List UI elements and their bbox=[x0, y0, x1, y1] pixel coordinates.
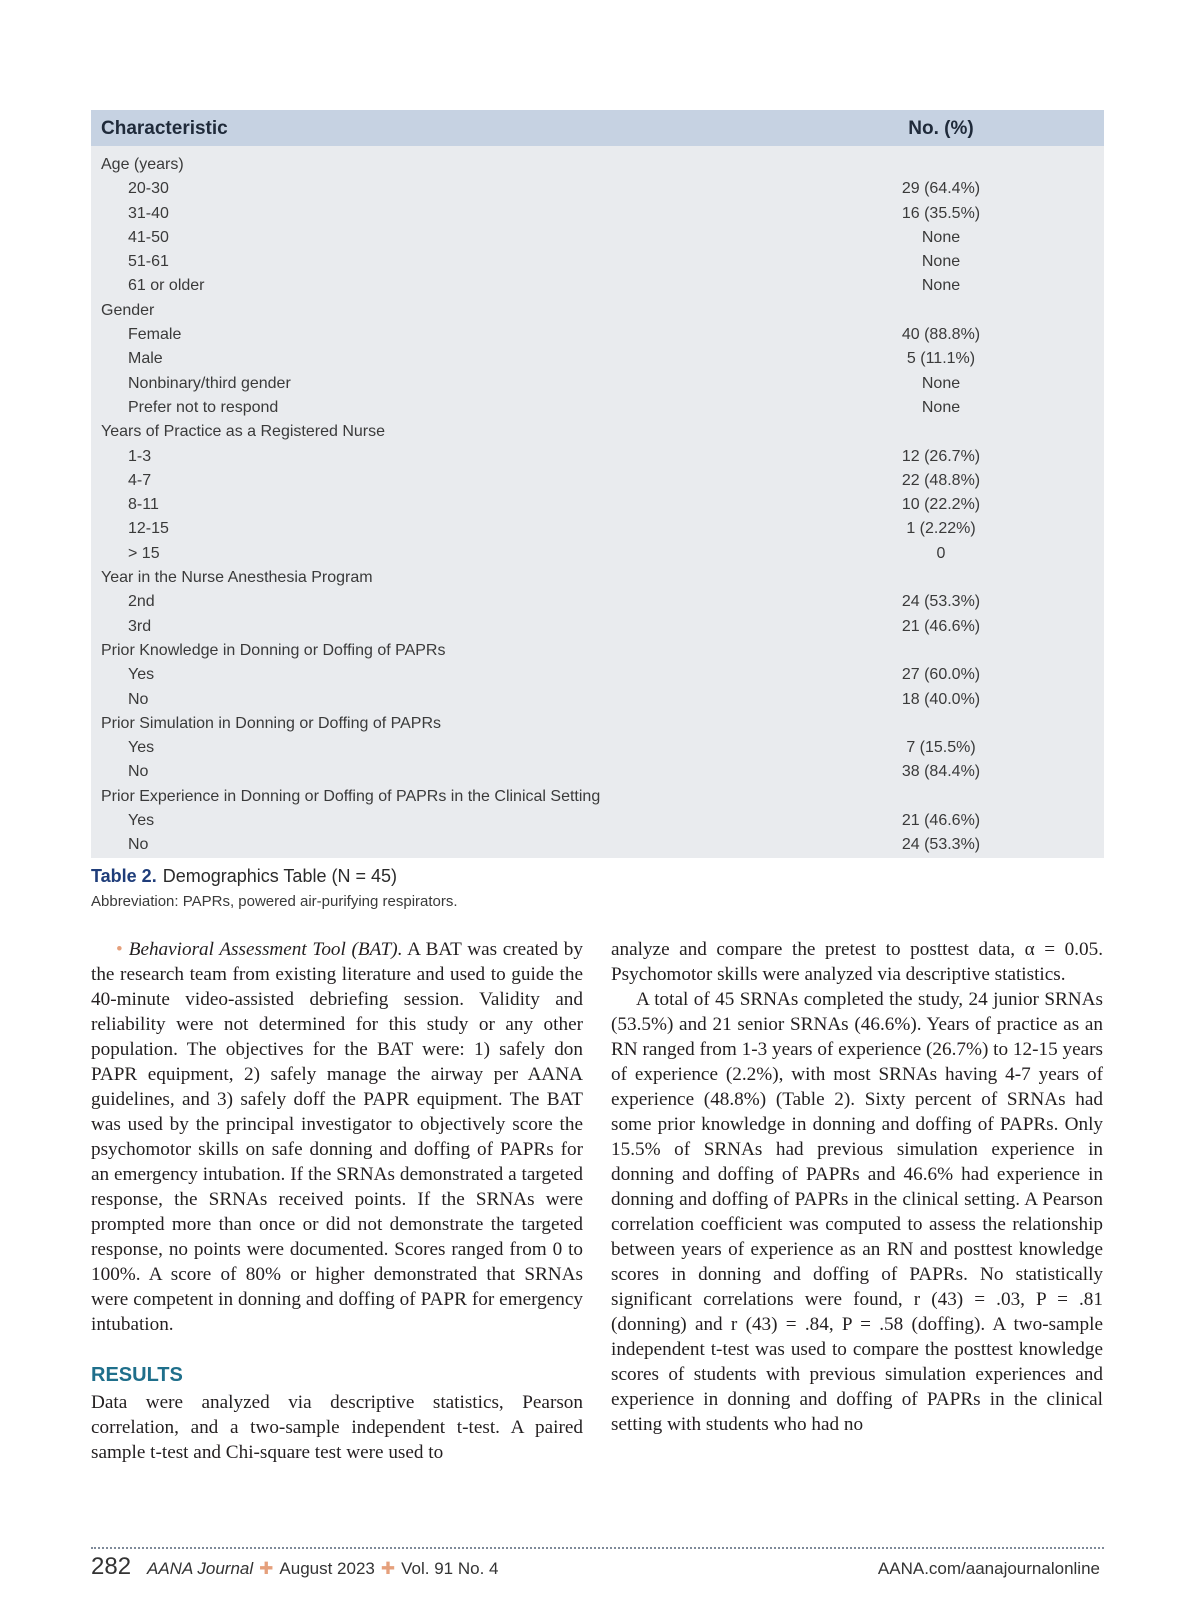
table-row bbox=[91, 250, 1104, 274]
row-label: Prefer not to respond bbox=[128, 398, 279, 416]
table-group-row bbox=[91, 420, 1104, 444]
table-row bbox=[91, 833, 1104, 857]
volume: Vol. 91 bbox=[401, 1559, 454, 1578]
table-group-row bbox=[91, 712, 1104, 736]
table-row bbox=[91, 615, 1104, 639]
row-value: 7 (15.5%) bbox=[906, 739, 976, 757]
row-value: None bbox=[921, 253, 961, 271]
table-group-row bbox=[91, 639, 1104, 663]
row-value: 5 (11.1%) bbox=[906, 350, 976, 368]
row-label: Yes bbox=[128, 666, 155, 684]
row-label: 1-3 bbox=[128, 447, 152, 465]
table-abbreviation: Abbreviation: PAPRs, powered air-purifying respirators. bbox=[91, 893, 458, 910]
table-row bbox=[91, 736, 1104, 760]
table-caption bbox=[91, 866, 397, 887]
table-group-row bbox=[91, 299, 1104, 323]
row-label: Age (years) bbox=[101, 156, 184, 173]
row-label: Female bbox=[128, 326, 182, 344]
table-row bbox=[91, 809, 1104, 833]
website-link[interactable]: AANA.com/aanajournalonline bbox=[877, 1559, 1100, 1578]
table-body bbox=[91, 146, 1104, 858]
row-value: 21 (46.6%) bbox=[901, 617, 981, 635]
row-value: 24 (53.3%) bbox=[901, 593, 981, 611]
row-value: 27 (60.0%) bbox=[901, 666, 981, 684]
row-value: 10 (22.2%) bbox=[901, 496, 981, 514]
table-row bbox=[91, 372, 1104, 396]
table-row bbox=[91, 323, 1104, 347]
row-value: 18 (40.0%) bbox=[901, 690, 981, 708]
row-value: 22 (48.8%) bbox=[901, 471, 981, 489]
row-label: Yes bbox=[128, 739, 155, 757]
row-label: > 15 bbox=[128, 544, 160, 562]
caption-label: Table 2. bbox=[91, 866, 157, 886]
caption-text: Demographics Table (N = 45) bbox=[162, 866, 397, 886]
table-row bbox=[91, 445, 1104, 469]
table-row bbox=[91, 517, 1104, 541]
separator-icon: ✚ bbox=[380, 1559, 396, 1578]
row-value: 38 (84.4%) bbox=[901, 763, 981, 781]
table-row bbox=[91, 688, 1104, 712]
table-row bbox=[91, 274, 1104, 298]
journal-name: AANA Journal bbox=[147, 1559, 254, 1578]
table-group-row bbox=[91, 566, 1104, 590]
table-row bbox=[91, 177, 1104, 201]
table-group-row bbox=[91, 153, 1104, 177]
row-label: 31-40 bbox=[128, 204, 169, 222]
row-label: 41-50 bbox=[128, 228, 169, 246]
row-label: 8-11 bbox=[128, 496, 159, 514]
page-number: 282 bbox=[91, 1553, 132, 1580]
header-characteristic: Characteristic bbox=[101, 118, 228, 139]
row-label: Yes bbox=[128, 812, 155, 830]
left-column bbox=[91, 937, 583, 1465]
row-value: None bbox=[921, 228, 961, 246]
row-label: No bbox=[128, 763, 149, 781]
row-value: 24 (53.3%) bbox=[901, 836, 981, 854]
row-value: None bbox=[921, 398, 961, 416]
bat-title: Behavioral Assessment Tool (BAT). bbox=[128, 939, 403, 960]
table-row bbox=[91, 202, 1104, 226]
row-label: Year in the Nurse Anesthesia Program bbox=[101, 569, 373, 587]
table-row bbox=[91, 590, 1104, 614]
table-row bbox=[91, 663, 1104, 687]
row-label: Prior Simulation in Donning or Doffing of PAPRs bbox=[101, 714, 442, 732]
row-label: Nonbinary/third gender bbox=[128, 374, 291, 392]
table-row bbox=[91, 760, 1104, 784]
row-label: Prior Knowledge in Donning or Doffing of PAPRs bbox=[101, 641, 446, 659]
bullet-icon: • bbox=[116, 939, 123, 960]
row-value: 40 (88.8%) bbox=[901, 326, 981, 344]
row-label: Prior Experience in Donning or Doffing of PAPRs in the Clinical Setting bbox=[101, 787, 601, 805]
row-value: 16 (35.5%) bbox=[901, 204, 981, 222]
issue-date: August 2023 bbox=[279, 1559, 375, 1578]
row-value: 12 (26.7%) bbox=[901, 447, 981, 465]
demographics-table bbox=[91, 110, 1104, 858]
issue-number: No. 4 bbox=[457, 1559, 499, 1578]
header-count: No. (%) bbox=[908, 118, 974, 139]
row-label: 20-30 bbox=[128, 180, 169, 198]
bat-paragraph bbox=[91, 937, 583, 1337]
row-value: 0 bbox=[936, 544, 946, 562]
table-row bbox=[91, 542, 1104, 566]
row-label: Gender bbox=[101, 301, 155, 319]
table-group-row bbox=[91, 785, 1104, 809]
row-label: 12-15 bbox=[128, 520, 169, 538]
bat-text: A BAT was created by the research team from existing literature and used to guide the 40-minute video-assisted debriefing session. Validity and reliability were not determined for this study or any other population. The objectives for the BAT were: 1) safely don PAPR equipment, 2) safely manage the airway per AANA guidelines, and 3) safely doff the PAPR equipment. The BAT was used by the principal investigator to objectively score the psychomotor skills on safe donning and doffing of PAPRs for an emergency intubation. If the SRNAs demonstrated a targeted response, the SRNAs received points. If the SRNAs were prompted more than once or did not demonstrate the targeted response, no points were documented. Scores ranged from 0 to 100%. A score of 80% or higher demonstrated that SRNAs were competent in donning and doffing of PAPR for emergency intubation. bbox=[91, 939, 583, 1335]
row-value: None bbox=[921, 277, 961, 295]
row-label: No bbox=[128, 690, 149, 708]
results-paragraph: Data were analyzed via descriptive statistics, Pearson correlation, and a two-sample independent t-test. A paired sample t-test and Chi-square test were used to bbox=[91, 1392, 583, 1463]
right-paragraph-2: A total of 45 SRNAs completed the study, 24 junior SRNAs (53.5%) and 21 senior SRNAs (46.6%). Years of practice as an RN ranged from 1-3 years of experience (26.7%) to 12-15 years of experience (2.2%), with most SRNAs having 4-7 years of experience (48.8%) (Table 2). Sixty percent of SRNAs had some prior knowledge in donning and doffing of PAPRs. Only 15.5% of SRNAs had previous simulation experience in donning and doffing of PAPRs and 46.6% had experience in donning and doffing of PAPRs in the clinical setting. A Pearson correlation coefficient was computed to assess the relationship between years of experience as an RN and posttest knowledge scores in donning and doffing of PAPRs. No statistically significant correlations were found, r (43) = .03, P = .81 (donning) and r (43) = .84, P = .58 (doffing). A two-sample independent t-test was used to compare the posttest knowledge scores of students with previous simulation experiences and experience in donning and doffing of PAPRs in the clinical setting with students who had no bbox=[611, 989, 1103, 1435]
table-row bbox=[91, 493, 1104, 517]
row-label: 61 or older bbox=[128, 277, 205, 295]
row-label: 3rd bbox=[128, 617, 152, 635]
row-label: No bbox=[128, 836, 149, 854]
row-value: None bbox=[921, 374, 961, 392]
row-label: Years of Practice as a Registered Nurse bbox=[101, 423, 385, 441]
table-row bbox=[91, 347, 1104, 371]
table-row bbox=[91, 469, 1104, 493]
right-column bbox=[611, 937, 1103, 1437]
page-footer bbox=[91, 1553, 1104, 1587]
journal-info bbox=[147, 1559, 499, 1579]
row-value: 29 (64.4%) bbox=[901, 180, 981, 198]
table-header bbox=[91, 110, 1104, 146]
row-value: 1 (2.22%) bbox=[906, 520, 976, 538]
table-row bbox=[91, 396, 1104, 420]
row-label: 4-7 bbox=[128, 471, 152, 489]
separator-icon: ✚ bbox=[259, 1559, 274, 1578]
results-heading: RESULTS bbox=[91, 1364, 183, 1386]
table-row bbox=[91, 226, 1104, 250]
right-paragraph-1: analyze and compare the pretest to posttest data, α = 0.05. Psychomotor skills were analyzed via descriptive statistics. bbox=[611, 939, 1103, 985]
row-value: 21 (46.6%) bbox=[901, 812, 981, 830]
row-label: Male bbox=[128, 350, 163, 368]
row-label: 2nd bbox=[128, 593, 155, 611]
footer-divider bbox=[91, 1547, 1104, 1549]
row-label: 51-61 bbox=[128, 253, 169, 271]
